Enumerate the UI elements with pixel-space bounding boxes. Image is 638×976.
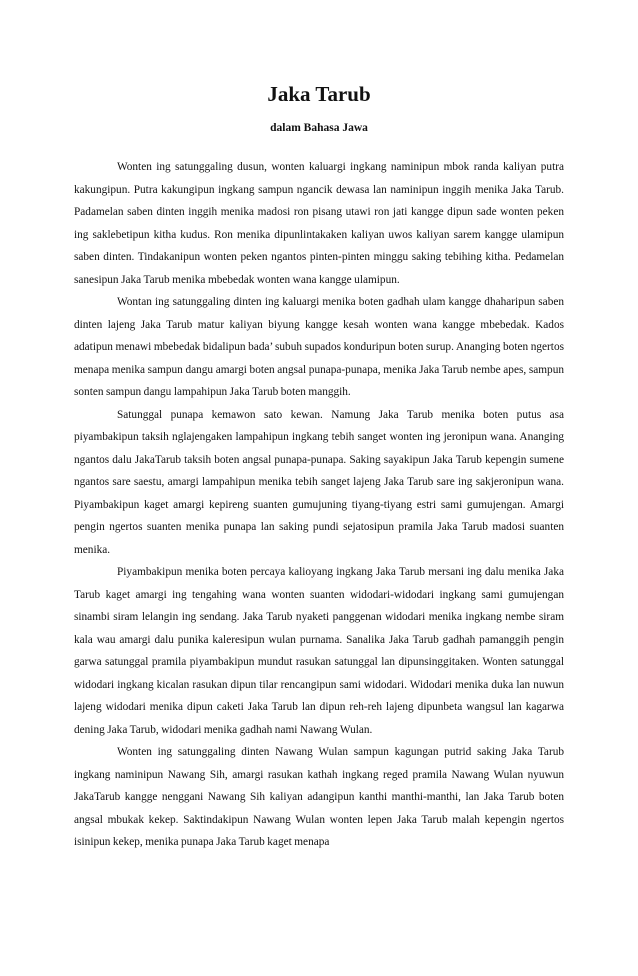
document-body xyxy=(74,156,564,854)
document-subtitle: dalam Bahasa Jawa xyxy=(270,122,368,134)
paragraph: Satunggal punapa kemawon sato kewan. Namung Jaka Tarub menika boten putus asa piyambakipun taksih nglajengaken lampahipun ingkang tebih sanget wonten ing jeronipun wana. Ananging ngantos dalu JakaTarub taksih boten angsal punapa-punapa. Saking sayakipun Jaka Tarub kepengin sumene ngantos sare saestu, amargi lampahipun menika tebih sanget lajeng Jaka Tarub sare ing sakjeronipun wana. Piyambakipun kaget amargi kepireng suanten gumujuning tiyang-tiyang estri sami gumujengan. Amargi pengin ngertos suanten menika punapa lan saking pundi sejatosipun pramila Jaka Tarub madosi suanten menika. xyxy=(74,408,564,556)
paragraph: Wonten ing satunggaling dusun, wonten kaluargi ingkang naminipun mbok randa kaliyan putra kakungipun. Putra kakungipun ingkang sampun ngancik dewasa lan naminipun inggih menika Jaka Tarub. Padamelan saben dinten inggih menika madosi ron pisang utawi ron jati kangge dipun sade wonten peken ing saklebetipun kitha kudus. Ron menika dipunlintakaken kaliyan uwos kaliyan sarem kangge ulamipun saben dinten. Tindakanipun wonten peken ngantos pinten-pinten minggu saking tebihing kitha. Pedamelan sanesipun Jaka Tarub menika mbebedak wonten wana kangge ulamipun. xyxy=(74,161,564,286)
paragraph: Piyambakipun menika boten percaya kalioyang ingkang Jaka Tarub mersani ing dalu menika Jaka Tarub kaget amargi ing tengahing wana wonten suanten widodari-widodari ingkang sami gumujengan sinambi siram lelangin ing sendang. Jaka Tarub nyaketi panggenan widodari menika ingkang nembe siram kala wau amargi dalu punika kaleresipun wulan purnama. Sanalika Jaka Tarub gadhah pamanggih pengin garwa satunggal pramila piyambakipun mundut rasukan satunggal lan dipunsinggitaken. Wonten satunggal widodari ingkang kicalan rasukan dipun tilar rencangipun sami widodari. Widodari menika duka lan nuwun lajeng widodari menika dipun caketi Jaka Tarub lan dipun reh-reh lajeng dipunbeta wangsul lan kagarwa dening Jaka Tarub, widodari menika gadhah nami Nawang Wulan. xyxy=(74,566,564,736)
document-title: Jaka Tarub xyxy=(267,82,371,106)
paragraph: Wontan ing satunggaling dinten ing kaluargi menika boten gadhah ulam kangge dhaharipun saben dinten lajeng Jaka Tarub matur kaliyan biyung kangge kesah wonten wana kangge mbebedak. Kados adatipun menawi mbebedak bidalipun bada’ subuh supados konduripun boten surup. Ananging boten ngertos menapa menika sampun dangu amargi boten angsal punapa-punapa, menika Jaka Tarub nembe apes, sampun sonten sampun dangu lampahipun Jaka Tarub boten manggih. xyxy=(74,296,564,398)
paragraph: Wonten ing satunggaling dinten Nawang Wulan sampun kagungan putrid saking Jaka Tarub ingkang naminipun Nawang Sih, amargi rasukan kathah ingkang reged pramila Nawang Wulan nyuwun JakaTarub kangge nenggani Nawang Sih kaliyan adangipun kanthi manthi-manthi, lan Jaka Tarub boten angsal mbukak kekep. Saktindakipun Nawang Wulan wonten lepen Jaka Tarub malah kepengin ngertos isinipun kekep, menika punapa Jaka Tarub kaget menapa xyxy=(74,746,564,848)
